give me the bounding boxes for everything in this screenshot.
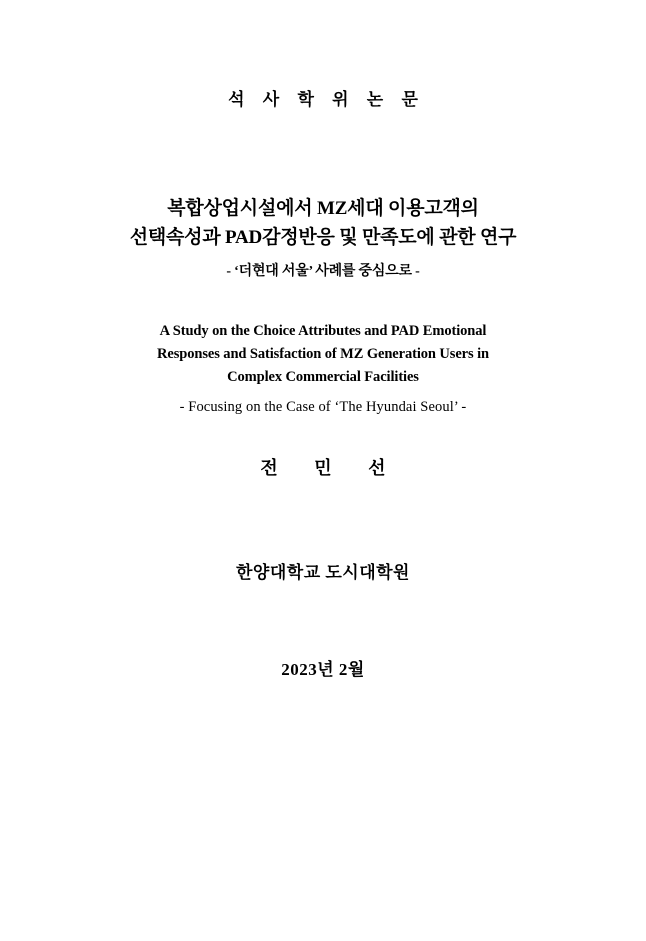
english-title-line-2: Responses and Satisfaction of MZ Generation Users in	[157, 346, 489, 363]
korean-subtitle: - ‘더현대 서울’ 사례를 중심으로 -	[226, 264, 420, 279]
english-title-line-3: Complex Commercial Facilities	[227, 369, 419, 386]
korean-title	[60, 195, 586, 252]
english-subtitle: - Focusing on the Case of ‘The Hyundai Seoul’ -	[179, 398, 467, 415]
author-name: 전 민 선	[260, 457, 402, 478]
english-title-line-1: A Study on the Choice Attributes and PAD Emotional	[159, 323, 487, 339]
english-title	[60, 320, 586, 390]
korean-title-line-2: 선택속성과 PAD감정반응 및 만족도에 관한 연구	[129, 226, 517, 248]
korean-title-line-1: 복합상업시설에서 MZ세대 이용고객의	[167, 198, 479, 219]
document-type-label: 석 사 학 위 논 문	[228, 90, 425, 109]
institution-name: 한양대학교 도시대학원	[236, 562, 410, 582]
thesis-cover-page	[0, 85, 646, 941]
publication-date: 2023년 2월	[281, 659, 365, 679]
